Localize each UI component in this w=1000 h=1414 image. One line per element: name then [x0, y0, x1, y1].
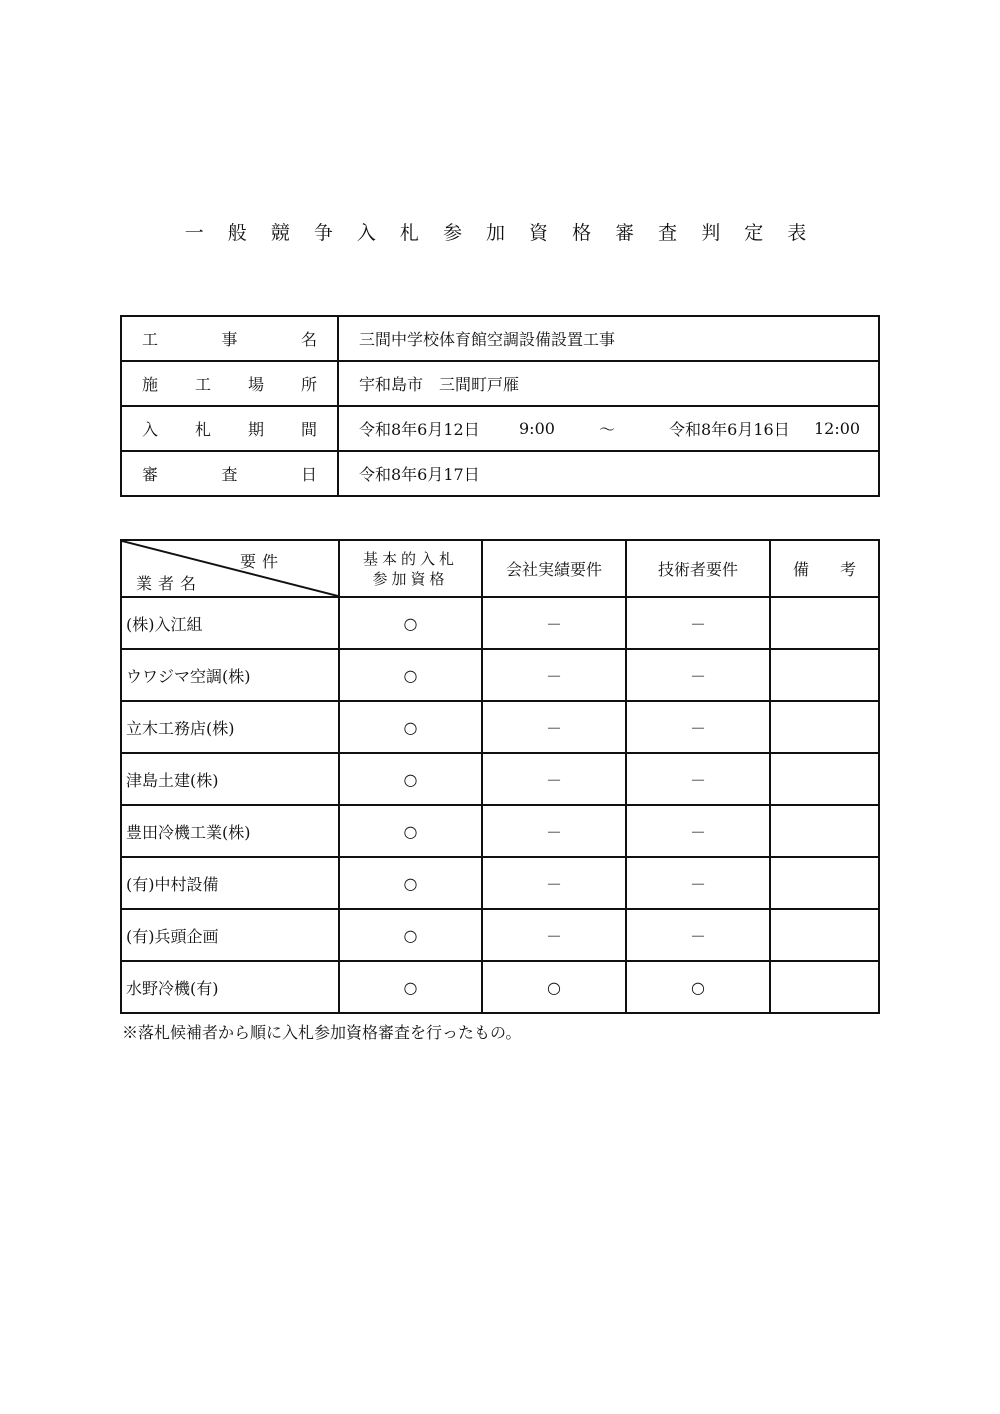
company-name: 水野冷機(有): [121, 961, 339, 1013]
footnote: ※落札候補者から順に入札参加資格審査を行ったもの。: [122, 1023, 522, 1042]
bid-period-value: [359, 417, 878, 440]
basic-qualification-cell: ○: [339, 701, 482, 753]
construction-name-row: [121, 316, 879, 361]
page-title: 一 般 競 争 入 札 参 加 資 格 審 査 判 定 表: [184, 222, 816, 244]
table-row: [121, 961, 879, 1013]
engineer-requirement-cell: ○: [626, 961, 770, 1013]
engineer-requirement-header: 技術者要件: [626, 540, 770, 597]
requirement-header: 要件: [240, 552, 285, 571]
results-header-row: [121, 540, 879, 597]
bid-period-row: [121, 406, 879, 451]
engineer-requirement-cell: －: [626, 649, 770, 701]
company-record-cell: ○: [482, 961, 626, 1013]
engineer-requirement-cell: －: [626, 909, 770, 961]
basic-qualification-cell: ○: [339, 857, 482, 909]
table-row: [121, 753, 879, 805]
remarks-cell: [770, 701, 879, 753]
engineer-requirement-cell: －: [626, 805, 770, 857]
table-row: [121, 649, 879, 701]
company-name: (有)中村設備: [121, 857, 339, 909]
basic-qualification-cell: ○: [339, 597, 482, 649]
engineer-requirement-cell: －: [626, 597, 770, 649]
bid-end-date: 令和8年6月16日: [669, 420, 790, 439]
remarks-cell: [770, 753, 879, 805]
company-name: 津島土建(株): [121, 753, 339, 805]
basic-qualification-cell: ○: [339, 961, 482, 1013]
engineer-requirement-cell: －: [626, 701, 770, 753]
company-record-cell: －: [482, 649, 626, 701]
remarks-cell: [770, 805, 879, 857]
basic-qualification-cell: ○: [339, 909, 482, 961]
bid-start-time: 9:00: [519, 419, 555, 438]
bid-end-time: 12:00: [814, 419, 861, 438]
remarks-cell: [770, 909, 879, 961]
review-date-label: 審 査 日: [142, 465, 317, 484]
remarks-cell: [770, 649, 879, 701]
table-row: [121, 909, 879, 961]
construction-name-label: 工 事 名: [142, 330, 317, 349]
company-name: ウワジマ空調(株): [121, 649, 339, 701]
company-name: 豊田冷機工業(株): [121, 805, 339, 857]
location-label: 施 工 場 所: [142, 375, 317, 394]
table-row: [121, 597, 879, 649]
diagonal-header-cell: [122, 541, 338, 596]
construction-name-value: 三間中学校体育館空調設備設置工事: [338, 316, 879, 361]
table-row: [121, 701, 879, 753]
company-record-cell: －: [482, 909, 626, 961]
remarks-cell: [770, 597, 879, 649]
basic-qualification-header: 基本的入札 参加資格: [339, 540, 482, 597]
company-record-cell: －: [482, 805, 626, 857]
review-date-value: 令和8年6月17日: [338, 451, 879, 496]
review-date-row: [121, 451, 879, 496]
company-record-cell: －: [482, 701, 626, 753]
bid-period-separator: ～: [599, 420, 616, 439]
company-record-cell: －: [482, 597, 626, 649]
bid-start-date: 令和8年6月12日: [359, 420, 480, 439]
company-header: 業者名: [136, 574, 203, 593]
table-row: [121, 805, 879, 857]
company-name: 立木工務店(株): [121, 701, 339, 753]
location-value: 宇和島市 三間町戸雁: [338, 361, 879, 406]
remarks-cell: [770, 857, 879, 909]
qualification-results-table: [120, 539, 880, 1014]
engineer-requirement-cell: －: [626, 857, 770, 909]
table-row: [121, 857, 879, 909]
project-info-table: [120, 315, 880, 497]
company-record-header: 会社実績要件: [482, 540, 626, 597]
basic-qualification-cell: ○: [339, 753, 482, 805]
company-record-cell: －: [482, 857, 626, 909]
engineer-requirement-cell: －: [626, 753, 770, 805]
company-name: (有)兵頭企画: [121, 909, 339, 961]
basic-qualification-cell: ○: [339, 649, 482, 701]
remarks-header: 備 考: [770, 540, 879, 597]
bid-period-label: 入 札 期 間: [142, 420, 317, 439]
company-name: (株)入江組: [121, 597, 339, 649]
company-record-cell: －: [482, 753, 626, 805]
basic-qualification-cell: ○: [339, 805, 482, 857]
remarks-cell: [770, 961, 879, 1013]
location-row: [121, 361, 879, 406]
